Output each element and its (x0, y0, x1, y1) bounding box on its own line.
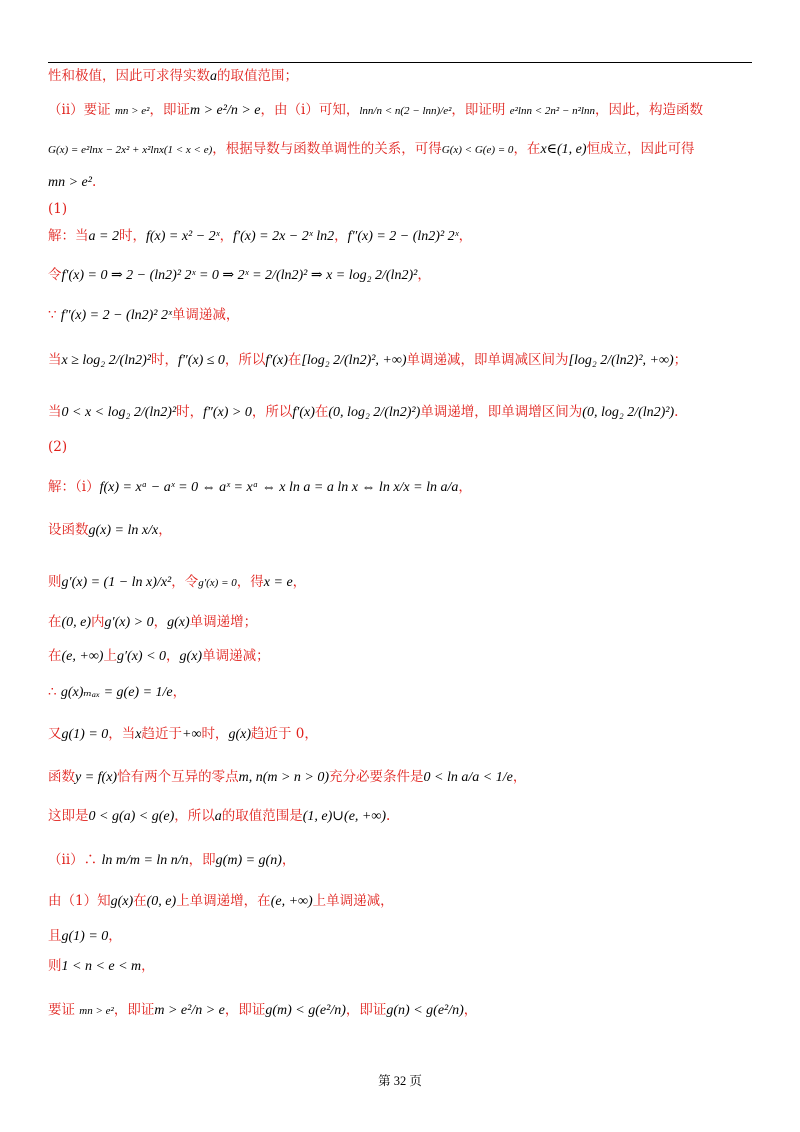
text-line: ∵ f″(x) = 2 − (ln2)² 2ˣ单调递减， (48, 307, 240, 323)
text-line: 设函数g(x) = ln x/x， (48, 522, 172, 538)
page-number: 第 32 页 (378, 1074, 422, 1088)
text-line: 在(e, +∞)上g′(x) < 0，g(x)单调递减； (48, 648, 270, 664)
text-line: 当x ≥ log₂ 2/(ln2)²时，f″(x) ≤ 0，所以f′(x)在[log₂ 2/(ln2)², +∞)单调递减，即单调减区间为[log₂ 2/(ln2)², +∞)； (48, 352, 688, 368)
text-line: ∴ g(x)ₘₐₓ = g(e) = 1/e， (48, 684, 187, 700)
text-line: 且g(1) = 0， (48, 928, 122, 944)
text-line: G(x) = e²lnx − 2x² + x²lnx(1 < x < e)，根据导数与函数单调性的关系，可得G(x) < G(e) = 0，在x∈(1, e)恒成立，因此可得 (48, 141, 695, 157)
text-line: 要证 mn > e²，即证m > e²/n > e，即证g(m) < g(e²/n)，即证g(n) < g(e²/n)， (48, 1002, 478, 1018)
text-line: 当0 < x < log₂ 2/(ln2)²时，f″(x) > 0，所以f′(x)在(0, log₂ 2/(ln2)²)单调递增，即单调增区间为(0, log₂ 2/(ln2)²). (48, 404, 679, 420)
header-rule (48, 62, 752, 63)
text-line: 令f′(x) = 0 ⇒ 2 − (ln2)² 2ˣ = 0 ⇒ 2ˣ = 2/(ln2)² ⇒ x = log₂ 2/(ln2)²， (48, 267, 431, 283)
text-line: （ii）∴ ln m/m = ln n/n，即g(m) = g(n)， (48, 852, 296, 868)
text-line: （ii）要证 mn > e²，即证m > e²/n > e，由（i）可知，lnn/n < n(2 − lnn)/e²，即证明 e²lnn < 2n² − n²lnn，因此，构造函数 (48, 102, 703, 118)
text-line: 性和极值，因此可求得实数a的取值范围； (48, 68, 298, 84)
part-label: (2) (48, 439, 68, 455)
text-line: 由（1）知g(x)在(0, e)上单调递增，在(e, +∞)上单调递减， (48, 893, 394, 909)
part-label: (1) (48, 201, 68, 217)
text-line: 这即是0 < g(a) < g(e)，所以a的取值范围是(1, e)∪(e, +∞). (48, 808, 391, 824)
text-line: 又g(1) = 0，当x趋近于+∞时，g(x)趋近于 0， (48, 726, 318, 742)
text-line: 函数y = f(x)恰有两个互异的零点m, n(m > n > 0)充分必要条件是0 < ln a/a < 1/e， (48, 769, 527, 785)
text-line: 则g′(x) = (1 − ln x)/x²，令g′(x) = 0，得x = e， (48, 574, 307, 590)
text-line: mn > e². (48, 174, 97, 190)
text-line: 解：（i）f(x) = xᵃ − aˣ = 0 ⇔ aˣ = xᵃ ⇔ x ln a = a ln x ⇔ ln x/x = ln a/a， (48, 479, 472, 495)
text-line: 则1 < n < e < m， (48, 958, 155, 974)
text-line: 在(0, e)内g′(x) > 0，g(x)单调递增； (48, 614, 258, 630)
text-line: 解：当a = 2时，f(x) = x² − 2ˣ，f′(x) = 2x − 2ˣ ln2，f″(x) = 2 − (ln2)² 2ˣ， (48, 228, 473, 244)
